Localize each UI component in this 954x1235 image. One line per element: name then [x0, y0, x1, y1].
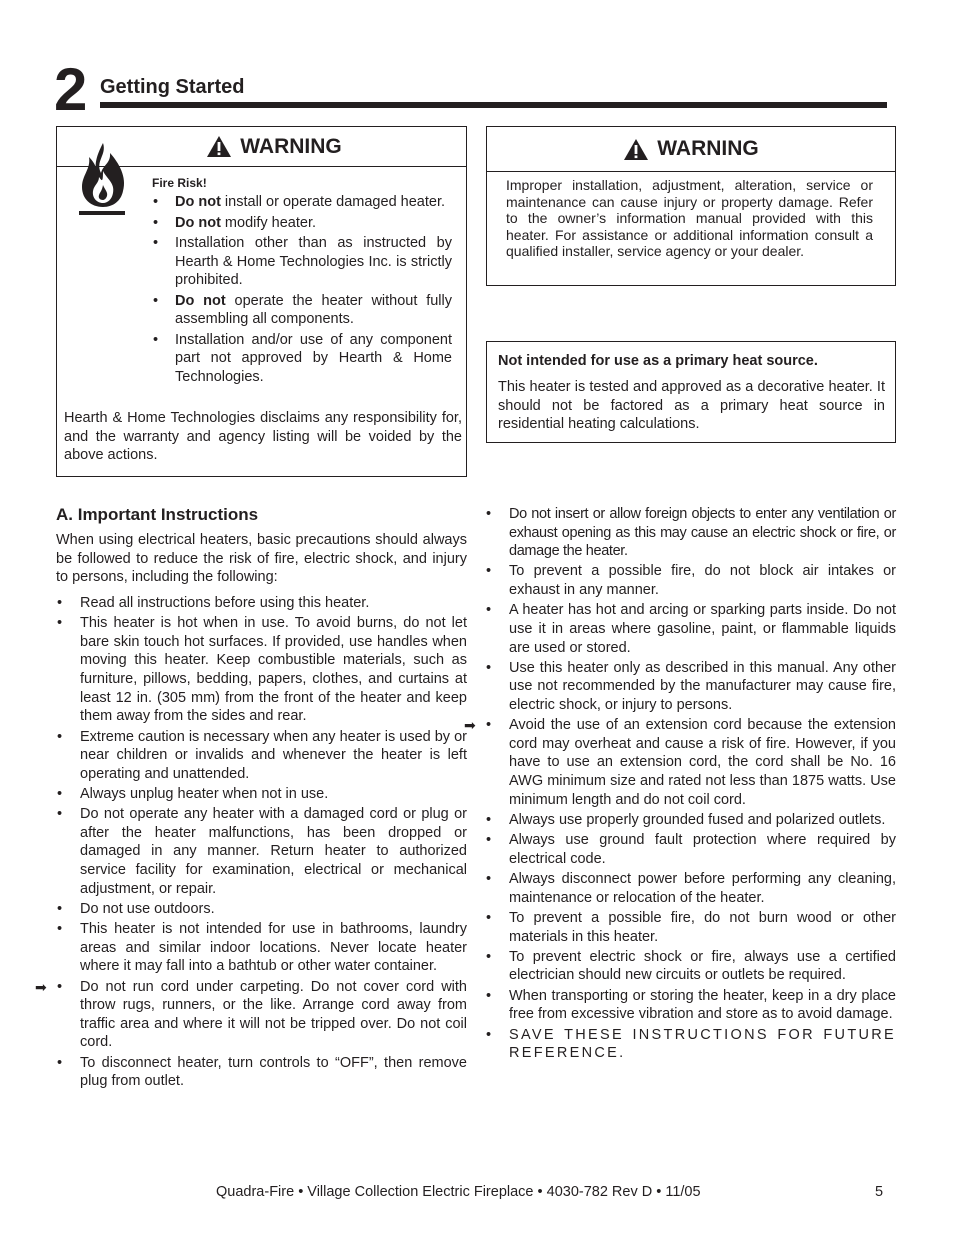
note-heading: Not intended for use as a primary heat source. — [498, 353, 818, 369]
list-item-text: Extreme caution is necessary when any heater is used by or near children or invalids and whenever the heater is left operating and unattended. — [80, 728, 467, 782]
bullet: • — [486, 909, 492, 926]
list-item-text: Always unplug heater when not in use. — [80, 786, 329, 802]
section-title: A. Important Instructions — [56, 505, 259, 524]
list-item — [152, 193, 452, 212]
warning-heading-text: WARNING — [657, 137, 759, 160]
list-item — [152, 331, 452, 387]
note-body: This heater is tested and approved as a decorative heater. It should not be factored as a primary heat source in residential heating calculations. — [498, 379, 885, 432]
bullet: • — [57, 806, 63, 823]
section-intro: When using electrical heaters, basic precautions should always be followed to reduce the risk of fire, electric shock, and injury to persons, including the following: — [56, 532, 467, 585]
list-item — [486, 948, 896, 985]
list-item — [486, 870, 896, 907]
instructions-list-left — [35, 594, 467, 1093]
list-item-text: To disconnect heater, turn controls to “OFF”, then remove plug from outlet. — [80, 1054, 467, 1090]
list-item — [35, 978, 467, 1052]
instructions-list-right — [464, 505, 896, 1064]
chapter-number: 2 — [54, 56, 86, 123]
bullet: • — [57, 900, 63, 917]
list-item — [486, 987, 896, 1024]
chapter-rule — [100, 102, 887, 108]
warning-heading — [487, 127, 895, 172]
bullet: • — [57, 978, 63, 995]
list-item — [57, 614, 467, 726]
warning-triangle-icon — [206, 135, 232, 158]
list-item — [152, 214, 452, 233]
list-item — [152, 292, 452, 329]
bullet: • — [486, 602, 492, 619]
bullet: • — [486, 1026, 494, 1043]
list-item-text: Read all instructions before using this heater. — [80, 595, 370, 611]
bullet: • — [486, 811, 492, 828]
list-item-text: When transporting or storing the heater, keep in a dry place free from excessive vibration and store as to avoid damage. — [509, 987, 896, 1023]
list-item-text: Do not operate any heater with a damaged cord or plug or after the heater malfunctions, has been dropped or damaged in any manner. Return heater to authorized service facility for examination, electrical or mechanical adjustment, or repair. — [80, 806, 467, 897]
list-item-text: Always use ground fault protection where required by electrical code. — [509, 832, 896, 867]
list-item — [486, 562, 896, 599]
fire-hazard-icon — [77, 141, 129, 221]
list-item-text: Do not run cord under carpeting. Do not cover cord with throw rugs, runners, or the like. Arrange cord away from traffic area and where it will not be tripped over. Do not coil cord. — [80, 978, 467, 1051]
warning-triangle-icon — [623, 138, 649, 161]
change-arrow-icon: ➡ — [35, 978, 47, 995]
bullet: • — [486, 832, 492, 849]
list-item — [57, 594, 467, 613]
bullet: • — [57, 595, 63, 611]
fire-risk-label: Fire Risk! — [152, 176, 207, 190]
list-item-text: A heater has hot and arcing or sparking parts inside. Do not use it in areas where gasoline, paint, or flammable liquids are used or stored. — [509, 602, 896, 656]
list-item-text: This heater is not intended for use in bathrooms, laundry areas and similar indoor locations. Never locate heater where it may fall into a bathtub or other water container. — [80, 921, 467, 975]
bullet: • — [57, 921, 63, 938]
list-item — [486, 909, 896, 946]
bullet: • — [486, 987, 492, 1004]
installation-warning-box — [486, 126, 896, 286]
list-item-text: install or operate damaged heater. — [220, 194, 445, 210]
change-arrow-icon: ➡ — [464, 717, 476, 734]
list-item-text: Installation other than as instructed by Hearth & Home Technologies Inc. is strictly prohibited. — [175, 235, 452, 288]
list-item-text: To prevent electric shock or fire, always use a certified electrician should new circuits or outlets be required. — [509, 948, 896, 984]
list-item-text: Do not insert or allow foreign objects to enter any ventilation or exhaust opening as this may cause an electric shock or fire, or damage the heater. — [509, 506, 896, 560]
list-item-text: SAVE THESE INSTRUCTIONS FOR FUTURE REFERENCE. — [509, 1026, 896, 1062]
page-footer: Quadra-Fire • Village Collection Electric Fireplace • 4030-782 Rev D • 11/05 — [216, 1184, 701, 1200]
list-item — [464, 716, 896, 809]
list-item — [57, 900, 467, 919]
list-item — [486, 1026, 896, 1063]
warning-heading-text: WARNING — [240, 134, 342, 158]
list-item-text: Always disconnect power before performing any cleaning, maintenance or relocation of the heater. — [509, 871, 896, 906]
list-item — [57, 1054, 467, 1091]
disclaimer-text: Hearth & Home Technologies disclaims any responsibility for, and the warranty and agency listing will be voided by the above actions. — [64, 410, 462, 463]
list-item — [486, 659, 896, 715]
list-item — [57, 728, 467, 784]
list-item-text: modify heater. — [220, 214, 317, 231]
list-item — [152, 234, 452, 290]
list-item-text: This heater is hot when in use. To avoid burns, do not let bare skin touch hot surfaces. If provided, use handles when moving this heater. Keep combustible materials, such as furniture, pillows, bedding, papers, clothes, and curtains at least 12 in. (305 mm) from the front of the heater and keep them away from the sides and rear. — [80, 615, 467, 725]
bullet: • — [57, 1054, 63, 1071]
list-item-emphasis: Do not — [175, 214, 221, 231]
bullet: • — [486, 563, 492, 580]
list-item — [486, 505, 896, 561]
list-item — [57, 920, 467, 976]
bullet: • — [486, 871, 492, 888]
fire-risk-list — [152, 193, 452, 388]
list-item-text: To prevent a possible fire, do not burn wood or other materials in this heater. — [509, 909, 896, 945]
primary-heat-note-box — [486, 341, 896, 443]
list-item-emphasis: Do not — [175, 194, 221, 210]
list-item — [486, 601, 896, 657]
list-item-text: Use this heater only as described in this manual. Any other use not recommended by the manufacturer may cause fire, electric shock, or injury to persons. — [509, 659, 896, 713]
list-item-text: operate the heater without fully assembling all components. — [175, 292, 452, 327]
bullet: • — [486, 948, 492, 965]
page-number: 5 — [875, 1184, 884, 1200]
warning-body: Improper installation, adjustment, alteration, service or maintenance can cause injury or property damage. Refer to the owner’s information manual provided with this heater. For assistance or additional information consult a qualified installer, service agency or your dealer. — [506, 177, 873, 259]
bullet: • — [486, 506, 491, 522]
list-item — [57, 805, 467, 898]
list-item-text: Installation and/or use of any component part not approved by Hearth & Home Technologies. — [175, 331, 452, 385]
list-item-text: To prevent a possible fire, do not block air intakes or exhaust in any manner. — [509, 563, 896, 599]
list-item-text: Do not use outdoors. — [80, 900, 215, 917]
list-item-text: Always use properly grounded fused and polarized outlets. — [509, 811, 886, 828]
bullet: • — [57, 728, 63, 745]
fire-risk-warning-box — [56, 126, 467, 477]
list-item-text: Avoid the use of an extension cord because the extension cord may overheat and cause a risk of fire. However, if you have to use an extension cord, the cord shall be No. 16 AWG minimum size and rated not less than 1875 watts. Use minimum length and do not coil cord. — [509, 717, 896, 808]
list-item — [57, 785, 467, 804]
bullet: • — [486, 659, 492, 676]
bullet: • — [57, 615, 63, 632]
list-item — [486, 811, 896, 830]
list-item-emphasis: Do not — [175, 292, 226, 309]
bullet: • — [486, 717, 492, 734]
bullet: • — [57, 786, 63, 802]
list-item — [486, 831, 896, 868]
chapter-title: Getting Started — [100, 76, 245, 98]
